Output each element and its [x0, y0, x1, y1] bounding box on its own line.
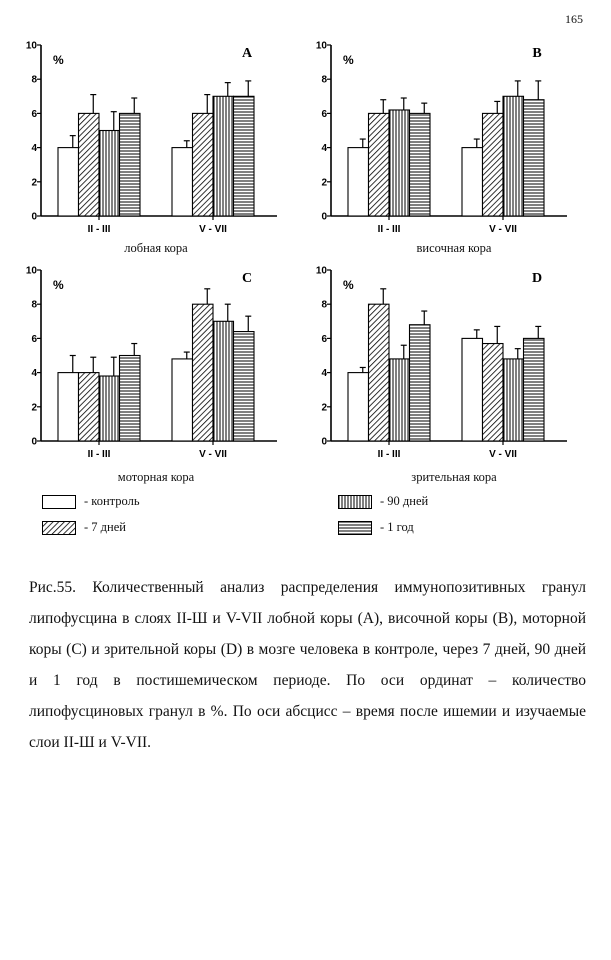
x-tick-label: V - VII [199, 224, 227, 235]
y-tick-label: 2 [321, 402, 327, 414]
x-tick-label: II - III [377, 224, 401, 235]
panel-letter: C [241, 271, 253, 286]
bar [462, 148, 483, 216]
legend-item-7-days [42, 520, 126, 535]
legend-label-90-days: - 90 дней [380, 494, 429, 508]
y-tick-label: 8 [31, 299, 37, 311]
bar [524, 338, 545, 441]
bar [348, 373, 369, 441]
y-axis-unit-label: % [343, 278, 354, 292]
legend-label-1-year: - 1 год [380, 520, 414, 534]
bar [389, 110, 410, 216]
bar [369, 304, 390, 441]
region-label-d: зрительная кора [411, 470, 497, 484]
x-tick-label: V - VII [489, 224, 517, 235]
y-axis-unit-label: % [53, 278, 64, 292]
bar [79, 113, 100, 216]
y-tick-label: 4 [31, 143, 37, 155]
chart-panel-d [290, 225, 590, 485]
y-tick-label: 6 [321, 333, 327, 345]
y-axis-unit-label: % [53, 53, 64, 67]
bar [524, 100, 545, 216]
y-tick-label: 4 [31, 368, 37, 380]
y-tick-label: 4 [321, 143, 327, 155]
legend-swatch-control [42, 495, 76, 509]
bar [193, 113, 214, 216]
legend-item-1-year [338, 520, 414, 535]
bar [79, 373, 100, 441]
legend-swatch-1-year [338, 521, 372, 535]
legend-label-7-days: - 7 дней [84, 520, 126, 534]
y-tick-label: 8 [31, 74, 37, 86]
legend-swatch-7-days [42, 521, 76, 535]
bar [410, 325, 431, 441]
y-tick-label: 6 [31, 333, 37, 345]
page-number: 165 [565, 12, 583, 26]
panel-letter: D [531, 271, 543, 286]
y-tick-label: 8 [321, 74, 327, 86]
bar [172, 148, 193, 216]
x-tick-label: V - VII [489, 449, 517, 460]
legend-item-control [42, 494, 140, 509]
panel-letter: B [532, 46, 542, 61]
bar [99, 131, 120, 217]
legend-swatch-90-days [338, 495, 372, 509]
bar [369, 113, 390, 216]
bar [58, 373, 79, 441]
x-tick-label: II - III [87, 449, 111, 460]
region-label-b: височная кора [416, 241, 492, 255]
bar [503, 96, 524, 216]
bar [58, 148, 79, 216]
y-tick-label: 6 [31, 108, 37, 120]
chart-panel-b [290, 0, 590, 260]
bar [193, 304, 214, 441]
bar [410, 113, 431, 216]
bar [213, 96, 234, 216]
legend-label-control: - контроль [84, 494, 140, 508]
y-tick-label: 6 [321, 108, 327, 120]
y-tick-label: 2 [31, 177, 37, 189]
bar [483, 344, 504, 441]
bar [503, 359, 524, 441]
y-tick-label: 4 [321, 368, 327, 380]
y-tick-label: 10 [315, 40, 327, 52]
bar [462, 338, 483, 441]
bar [483, 113, 504, 216]
bar [172, 359, 193, 441]
bar [234, 332, 255, 441]
y-tick-label: 0 [321, 436, 327, 448]
bar [389, 359, 410, 441]
bar [213, 321, 234, 441]
y-tick-label: 10 [315, 265, 327, 277]
y-tick-label: 0 [321, 211, 327, 223]
chart-panel-c [0, 225, 300, 485]
x-tick-label: II - III [377, 449, 401, 460]
y-tick-label: 8 [321, 299, 327, 311]
y-tick-label: 2 [321, 177, 327, 189]
y-tick-label: 10 [25, 265, 37, 277]
y-tick-label: 2 [31, 402, 37, 414]
region-label-a: лобная кора [124, 241, 188, 255]
legend-item-90-days [338, 494, 428, 509]
y-tick-label: 0 [31, 436, 37, 448]
x-tick-label: V - VII [199, 449, 227, 460]
y-tick-label: 0 [31, 211, 37, 223]
chart-panel-a [0, 0, 300, 260]
y-axis-unit-label: % [343, 53, 354, 67]
figure-caption: Рис.55. Количественный анализ распределения иммунопозитивных гранул липофусцина в слоях II-Ш и V-VII лобной коры (A), височной коры (B), моторной коры (C) и зрительной коры (D) в мозге человека в контроле, через 7 дней, 90 дней и 1 год в постишемическом периоде. По оси ординат – количество липофусциновых гранул в %. По оси абсцисс – время после ишемии и изучаемые слои II-Ш и V-VII. [29, 579, 586, 751]
bar [120, 113, 141, 216]
bar [120, 356, 141, 442]
region-label-c: моторная кора [117, 470, 195, 484]
x-tick-label: II - III [87, 224, 111, 235]
panel-letter: A [241, 46, 253, 61]
bar [234, 96, 255, 216]
y-tick-label: 10 [25, 40, 37, 52]
bar [99, 376, 120, 441]
bar [348, 148, 369, 216]
